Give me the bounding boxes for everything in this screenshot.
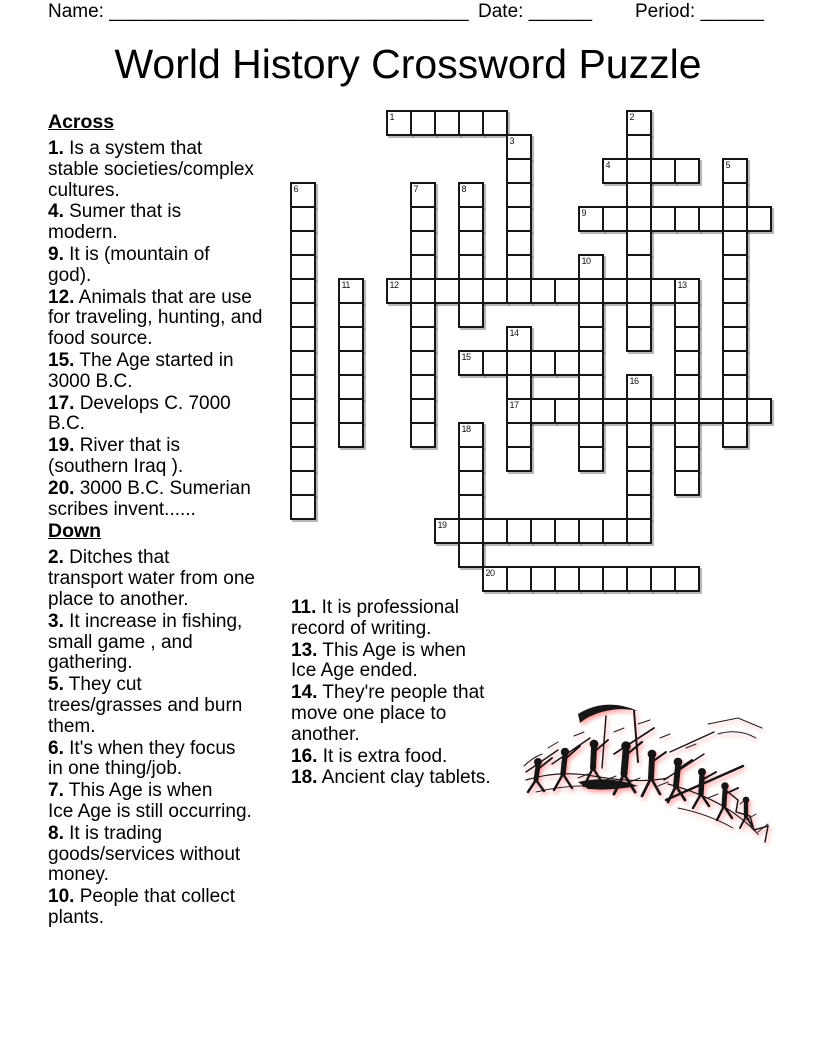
grid-number-10: 10 bbox=[581, 256, 591, 266]
grid-cell-r12c18[interactable] bbox=[722, 398, 748, 424]
grid-cell-r17c8[interactable] bbox=[482, 518, 508, 544]
grid-cell-r12c11[interactable] bbox=[554, 398, 580, 424]
grid-cell-r0c14[interactable] bbox=[626, 110, 652, 136]
grid-cell-r19c11[interactable] bbox=[554, 566, 580, 592]
grid-cell-r0c4[interactable] bbox=[386, 110, 412, 136]
grid-cell-r4c12[interactable] bbox=[578, 206, 604, 232]
grid-cell-r9c16[interactable] bbox=[674, 326, 700, 352]
grid-cell-r16c0[interactable] bbox=[290, 494, 316, 520]
grid-cell-r8c18[interactable] bbox=[722, 302, 748, 328]
grid-cell-r6c14[interactable] bbox=[626, 254, 652, 280]
grid-cell-r17c12[interactable] bbox=[578, 518, 604, 544]
grid-cell-r8c7[interactable] bbox=[458, 302, 484, 328]
grid-number-14: 14 bbox=[509, 328, 519, 338]
grid-cell-r12c15[interactable] bbox=[650, 398, 676, 424]
grid-number-19: 19 bbox=[437, 520, 447, 530]
grid-cell-r2c14[interactable] bbox=[626, 158, 652, 184]
grid-cell-r7c16[interactable] bbox=[674, 278, 700, 304]
clue-8: 8. It is trading goods/services without money. bbox=[48, 822, 241, 886]
down-clue-list-right bbox=[291, 598, 501, 789]
grid-cell-r4c17[interactable] bbox=[698, 206, 724, 232]
clue-12: 12. Animals that are use for traveling, hunting, and food source. bbox=[48, 286, 263, 350]
battle-scene-illustration bbox=[518, 688, 796, 855]
grid-cell-r6c5[interactable] bbox=[410, 254, 436, 280]
grid-cell-r17c11[interactable] bbox=[554, 518, 580, 544]
clue-15: 15. The Age started in 3000 B.C. bbox=[48, 349, 234, 392]
grid-cell-r8c0[interactable] bbox=[290, 302, 316, 328]
grid-cell-r7c11[interactable] bbox=[554, 278, 580, 304]
across-clue-list bbox=[48, 139, 292, 520]
grid-cell-r11c9[interactable] bbox=[506, 374, 532, 400]
grid-cell-r2c16[interactable] bbox=[674, 158, 700, 184]
grid-cell-r12c2[interactable] bbox=[338, 398, 364, 424]
down-heading: Down bbox=[48, 520, 102, 543]
date-label: Date: bbox=[478, 1, 524, 22]
grid-cell-r3c18[interactable] bbox=[722, 182, 748, 208]
clue-1: 1. Is a system that stable societies/complex cultures. bbox=[48, 138, 254, 201]
grid-cell-r15c14[interactable] bbox=[626, 470, 652, 496]
grid-cell-r11c18[interactable] bbox=[722, 374, 748, 400]
grid-cell-r12c14[interactable] bbox=[626, 398, 652, 424]
grid-cell-r12c0[interactable] bbox=[290, 398, 316, 424]
grid-cell-r7c9[interactable] bbox=[506, 278, 532, 304]
grid-cell-r13c12[interactable] bbox=[578, 422, 604, 448]
grid-cell-r5c0[interactable] bbox=[290, 230, 316, 256]
grid-cell-r19c15[interactable] bbox=[650, 566, 676, 592]
grid-number-2: 2 bbox=[629, 112, 635, 122]
grid-cell-r7c8[interactable] bbox=[482, 278, 508, 304]
grid-cell-r7c0[interactable] bbox=[290, 278, 316, 304]
grid-cell-r13c14[interactable] bbox=[626, 422, 652, 448]
grid-cell-r3c5[interactable] bbox=[410, 182, 436, 208]
grid-number-18: 18 bbox=[461, 424, 471, 434]
grid-cell-r11c0[interactable] bbox=[290, 374, 316, 400]
grid-cell-r10c7[interactable] bbox=[458, 350, 484, 376]
grid-cell-r11c14[interactable] bbox=[626, 374, 652, 400]
clues-right-column bbox=[291, 598, 501, 790]
grid-number-16: 16 bbox=[629, 376, 639, 386]
clue-9: 9. It is (mountain of god). bbox=[48, 243, 210, 286]
grid-cell-r10c8[interactable] bbox=[482, 350, 508, 376]
across-heading: Across bbox=[48, 111, 115, 133]
grid-cell-r10c12[interactable] bbox=[578, 350, 604, 376]
grid-cell-r7c12[interactable] bbox=[578, 278, 604, 304]
grid-cell-r14c12[interactable] bbox=[578, 446, 604, 472]
grid-cell-r14c0[interactable] bbox=[290, 446, 316, 472]
grid-cell-r9c14[interactable] bbox=[626, 326, 652, 352]
grid-cell-r12c10[interactable] bbox=[530, 398, 556, 424]
clue-7: 7. This Age is when Ice Age is still occurring. bbox=[48, 780, 252, 822]
clue-19: 19. River that is (southern Iraq ). bbox=[48, 435, 184, 477]
grid-cell-r17c13[interactable] bbox=[602, 518, 628, 544]
grid-cell-r1c14[interactable] bbox=[626, 134, 652, 160]
grid-number-6: 6 bbox=[293, 184, 299, 194]
clue-14: 14. They're people that move one place to another. bbox=[291, 682, 485, 745]
grid-number-12: 12 bbox=[389, 280, 399, 290]
grid-cell-r10c10[interactable] bbox=[530, 350, 556, 376]
name-label: Name: bbox=[48, 1, 104, 22]
clue-11: 11. It is professional record of writing. bbox=[291, 597, 459, 639]
grid-cell-r14c16[interactable] bbox=[674, 446, 700, 472]
grid-cell-r4c14[interactable] bbox=[626, 206, 652, 232]
grid-cell-r4c0[interactable] bbox=[290, 206, 316, 232]
grid-cell-r9c12[interactable] bbox=[578, 326, 604, 352]
grid-cell-r10c2[interactable] bbox=[338, 350, 364, 376]
clue-3: 3. It increase in fishing, small game , and gathering. bbox=[48, 610, 243, 674]
grid-cell-r7c5[interactable] bbox=[410, 278, 436, 304]
grid-cell-r4c7[interactable] bbox=[458, 206, 484, 232]
grid-cell-r19c16[interactable] bbox=[674, 566, 700, 592]
grid-cell-r7c14[interactable] bbox=[626, 278, 652, 304]
grid-cell-r2c18[interactable] bbox=[722, 158, 748, 184]
grid-number-3: 3 bbox=[509, 136, 515, 146]
grid-cell-r4c9[interactable] bbox=[506, 206, 532, 232]
clue-17: 17. Develops C. 7000 B.C. bbox=[48, 392, 231, 435]
clue-18: 18. Ancient clay tablets. bbox=[291, 767, 491, 789]
grid-cell-r11c5[interactable] bbox=[410, 374, 436, 400]
grid-cell-r16c7[interactable] bbox=[458, 494, 484, 520]
grid-cell-r4c15[interactable] bbox=[650, 206, 676, 232]
grid-cell-r5c7[interactable] bbox=[458, 230, 484, 256]
grid-cell-r12c17[interactable] bbox=[698, 398, 724, 424]
grid-cell-r3c9[interactable] bbox=[506, 182, 532, 208]
grid-cell-r2c13[interactable] bbox=[602, 158, 628, 184]
clue-2: 2. Ditches that transport water from one place to another. bbox=[48, 547, 255, 610]
grid-number-7: 7 bbox=[413, 184, 419, 194]
grid-cell-r7c7[interactable] bbox=[458, 278, 484, 304]
grid-cell-r9c2[interactable] bbox=[338, 326, 364, 352]
grid-cell-r11c16[interactable] bbox=[674, 374, 700, 400]
grid-cell-r4c16[interactable] bbox=[674, 206, 700, 232]
grid-cell-r8c5[interactable] bbox=[410, 302, 436, 328]
period-blank-line[interactable]: ______ bbox=[700, 1, 764, 22]
grid-cell-r7c10[interactable] bbox=[530, 278, 556, 304]
grid-cell-r6c9[interactable] bbox=[506, 254, 532, 280]
grid-cell-r16c14[interactable] bbox=[626, 494, 652, 520]
grid-number-8: 8 bbox=[461, 184, 467, 194]
grid-cell-r7c6[interactable] bbox=[434, 278, 460, 304]
grid-cell-r12c13[interactable] bbox=[602, 398, 628, 424]
grid-cell-r13c9[interactable] bbox=[506, 422, 532, 448]
grid-cell-r10c0[interactable] bbox=[290, 350, 316, 376]
grid-cell-r0c7[interactable] bbox=[458, 110, 484, 136]
grid-cell-r15c16[interactable] bbox=[674, 470, 700, 496]
period-field bbox=[635, 1, 764, 23]
grid-cell-r19c9[interactable] bbox=[506, 566, 532, 592]
grid-cell-r3c0[interactable] bbox=[290, 182, 316, 208]
grid-cell-r10c5[interactable] bbox=[410, 350, 436, 376]
grid-cell-r12c16[interactable] bbox=[674, 398, 700, 424]
grid-cell-r19c10[interactable] bbox=[530, 566, 556, 592]
grid-cell-r11c2[interactable] bbox=[338, 374, 364, 400]
grid-cell-r8c16[interactable] bbox=[674, 302, 700, 328]
grid-cell-r5c14[interactable] bbox=[626, 230, 652, 256]
grid-cell-r13c18[interactable] bbox=[722, 422, 748, 448]
grid-cell-r17c9[interactable] bbox=[506, 518, 532, 544]
grid-cell-r12c12[interactable] bbox=[578, 398, 604, 424]
grid-cell-r7c2[interactable] bbox=[338, 278, 364, 304]
grid-cell-r15c0[interactable] bbox=[290, 470, 316, 496]
grid-cell-r10c16[interactable] bbox=[674, 350, 700, 376]
grid-cell-r3c7[interactable] bbox=[458, 182, 484, 208]
grid-cell-r0c8[interactable] bbox=[482, 110, 508, 136]
grid-cell-r19c14[interactable] bbox=[626, 566, 652, 592]
grid-cell-r2c9[interactable] bbox=[506, 158, 532, 184]
grid-cell-r8c12[interactable] bbox=[578, 302, 604, 328]
grid-cell-r17c10[interactable] bbox=[530, 518, 556, 544]
grid-number-11: 11 bbox=[341, 280, 350, 290]
grid-cell-r10c9[interactable] bbox=[506, 350, 532, 376]
grid-cell-r17c7[interactable] bbox=[458, 518, 484, 544]
grid-cell-r5c9[interactable] bbox=[506, 230, 532, 256]
page-title: World History Crossword Puzzle bbox=[114, 41, 702, 87]
grid-cell-r14c7[interactable] bbox=[458, 446, 484, 472]
grid-cell-r17c14[interactable] bbox=[626, 518, 652, 544]
clue-20: 20. 3000 B.C. Sumerian scribes invent...... bbox=[48, 477, 251, 520]
clue-6: 6. It's when they focus in one thing/job. bbox=[48, 737, 236, 780]
grid-number-20: 20 bbox=[485, 568, 495, 578]
grid-cell-r7c13[interactable] bbox=[602, 278, 628, 304]
grid-cell-r4c18[interactable] bbox=[722, 206, 748, 232]
grid-number-1: 1 bbox=[389, 112, 395, 122]
grid-number-15: 15 bbox=[461, 352, 471, 362]
grid-cell-r6c0[interactable] bbox=[290, 254, 316, 280]
grid-cell-r15c7[interactable] bbox=[458, 470, 484, 496]
grid-cell-r9c5[interactable] bbox=[410, 326, 436, 352]
clues-left-column bbox=[48, 112, 292, 930]
name-blank-line[interactable]: __________________________________ bbox=[109, 1, 469, 22]
grid-cell-r7c15[interactable] bbox=[650, 278, 676, 304]
grid-cell-r4c13[interactable] bbox=[602, 206, 628, 232]
grid-number-13: 13 bbox=[677, 280, 687, 290]
grid-cell-r11c12[interactable] bbox=[578, 374, 604, 400]
grid-cell-r17c6[interactable] bbox=[434, 518, 460, 544]
grid-cell-r19c12[interactable] bbox=[578, 566, 604, 592]
grid-cell-r10c11[interactable] bbox=[554, 350, 580, 376]
grid-cell-r19c8[interactable] bbox=[482, 566, 508, 592]
clue-16: 16. It is extra food. bbox=[291, 745, 448, 767]
clue-5: 5. They cut trees/grasses and burn them. bbox=[48, 674, 243, 737]
grid-cell-r14c9[interactable] bbox=[506, 446, 532, 472]
clue-10: 10. People that collect plants. bbox=[48, 886, 235, 928]
grid-number-4: 4 bbox=[605, 160, 611, 170]
grid-cell-r19c13[interactable] bbox=[602, 566, 628, 592]
grid-cell-r14c14[interactable] bbox=[626, 446, 652, 472]
grid-cell-r6c7[interactable] bbox=[458, 254, 484, 280]
grid-cell-r6c18[interactable] bbox=[722, 254, 748, 280]
grid-cell-r2c15[interactable] bbox=[650, 158, 676, 184]
date-field bbox=[478, 1, 592, 23]
clue-4: 4. Sumer that is modern. bbox=[48, 201, 182, 244]
grid-cell-r13c7[interactable] bbox=[458, 422, 484, 448]
grid-cell-r5c5[interactable] bbox=[410, 230, 436, 256]
grid-cell-r10c18[interactable] bbox=[722, 350, 748, 376]
grid-cell-r4c19[interactable] bbox=[746, 206, 772, 232]
date-blank-line[interactable]: ______ bbox=[528, 1, 593, 22]
grid-cell-r18c7[interactable] bbox=[458, 542, 484, 568]
grid-cell-r1c9[interactable] bbox=[506, 134, 532, 160]
period-label: Period: bbox=[635, 1, 696, 22]
grid-cell-r4c5[interactable] bbox=[410, 206, 436, 232]
grid-cell-r13c2[interactable] bbox=[338, 422, 364, 448]
grid-cell-r7c4[interactable] bbox=[386, 278, 412, 304]
grid-cell-r13c0[interactable] bbox=[290, 422, 316, 448]
grid-cell-r0c6[interactable] bbox=[434, 110, 460, 136]
grid-cell-r0c5[interactable] bbox=[410, 110, 436, 136]
grid-cell-r8c14[interactable] bbox=[626, 302, 652, 328]
grid-cell-r9c0[interactable] bbox=[290, 326, 316, 352]
clue-13: 13. This Age is when Ice Age ended. bbox=[291, 639, 466, 682]
grid-cell-r13c16[interactable] bbox=[674, 422, 700, 448]
grid-number-17: 17 bbox=[509, 400, 519, 410]
grid-cell-r12c9[interactable] bbox=[506, 398, 532, 424]
grid-cell-r9c18[interactable] bbox=[722, 326, 748, 352]
name-field bbox=[48, 1, 469, 23]
crossword-grid bbox=[290, 110, 774, 594]
grid-cell-r9c9[interactable] bbox=[506, 326, 532, 352]
grid-cell-r6c12[interactable] bbox=[578, 254, 604, 280]
grid-number-9: 9 bbox=[581, 208, 587, 218]
grid-number-5: 5 bbox=[725, 160, 731, 170]
down-clue-list-left bbox=[48, 548, 292, 928]
grid-cell-r13c5[interactable] bbox=[410, 422, 436, 448]
grid-cell-r7c18[interactable] bbox=[722, 278, 748, 304]
grid-cell-r3c14[interactable] bbox=[626, 182, 652, 208]
grid-cell-r8c2[interactable] bbox=[338, 302, 364, 328]
grid-cell-r12c19[interactable] bbox=[746, 398, 772, 424]
grid-cell-r5c18[interactable] bbox=[722, 230, 748, 256]
grid-cell-r12c5[interactable] bbox=[410, 398, 436, 424]
